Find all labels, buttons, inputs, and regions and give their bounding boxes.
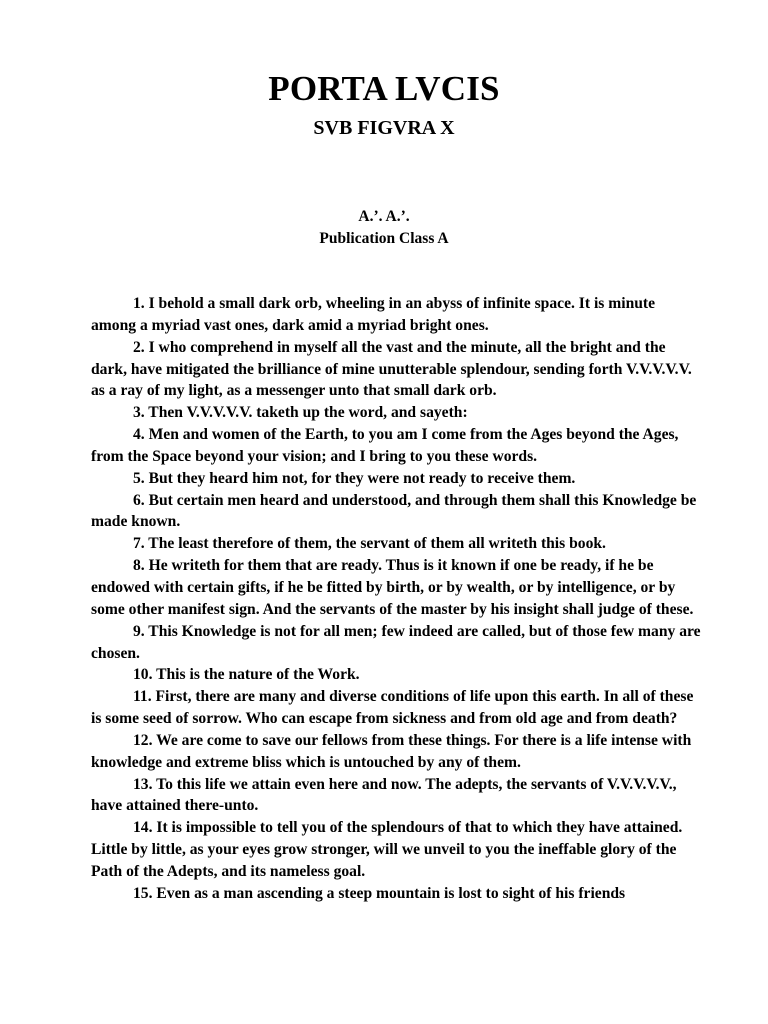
paragraph-15: 15. Even as a man ascending a steep mountain is lost to sight of his friends	[133, 884, 626, 902]
document-title: PORTA LVCIS	[268, 69, 500, 108]
paragraph-6: 6. But certain men heard and understood, and through them shall this Knowledge be made known.	[91, 491, 697, 531]
paragraph-9: 9. This Knowledge is not for all men; few indeed are called, but of those few many are chosen.	[91, 622, 701, 662]
paragraph-4: 4. Men and women of the Earth, to you am I come from the Ages beyond the Ages, from the Space beyond your vision; and I bring to you these words.	[91, 426, 679, 465]
document-body	[91, 293, 703, 905]
paragraph-14: 14. It is impossible to tell you of the splendours of that to which they have attained. Little by little, as your eyes grow stronger, will we unveil to you the ineffable glory of the Path of the Adepts, and its nameless goal.	[91, 819, 683, 880]
document-subtitle: SVB FIGVRA X	[313, 117, 455, 139]
paragraph-12: 12. We are come to save our fellows from these things. For there is a life intense with knowledge and extreme bliss which is untouched by any of them.	[91, 731, 692, 771]
paragraph-1: 1. I behold a small dark orb, wheeling in an abyss of infinite space. It is minute among a myriad vast ones, dark amid a myriad bright ones.	[91, 295, 656, 334]
paragraph-2: 2. I who comprehend in myself all the vast and the minute, all the bright and the dark, have mitigated the brilliance of mine unutterable splendour, sending forth V.V.V.V.V. as a ray of my light, as a messenger unto that small dark orb.	[91, 338, 692, 400]
paragraph-13: 13. To this life we attain even here and now. The adepts, the servants of V.V.V.V.V., have attained there-unto.	[91, 775, 677, 815]
paragraph-5: 5. But they heard him not, for they were not ready to receive them.	[133, 469, 576, 487]
paragraph-7: 7. The least therefore of them, the servant of them all writeth this book.	[133, 535, 606, 553]
order-mark: A.’. A.’.	[358, 208, 410, 225]
paragraph-8: 8. He writeth for them that are ready. Thus is it known if one be ready, if he be endowed with certain gifts, if he be fitted by birth, or by wealth, or by intelligence, or by some other manifest sign. And the servants of the master by his insight shall judge of these.	[91, 557, 694, 618]
paragraph-10: 10. This is the nature of the Work.	[133, 666, 360, 684]
publication-class: Publication Class A	[319, 230, 449, 247]
paragraph-3: 3. Then V.V.V.V.V. taketh up the word, and sayeth:	[133, 404, 468, 422]
paragraph-11: 11. First, there are many and diverse conditions of life upon this earth. In all of these is some seed of sorrow. Who can escape from sickness and from old age and from death?	[91, 688, 694, 728]
